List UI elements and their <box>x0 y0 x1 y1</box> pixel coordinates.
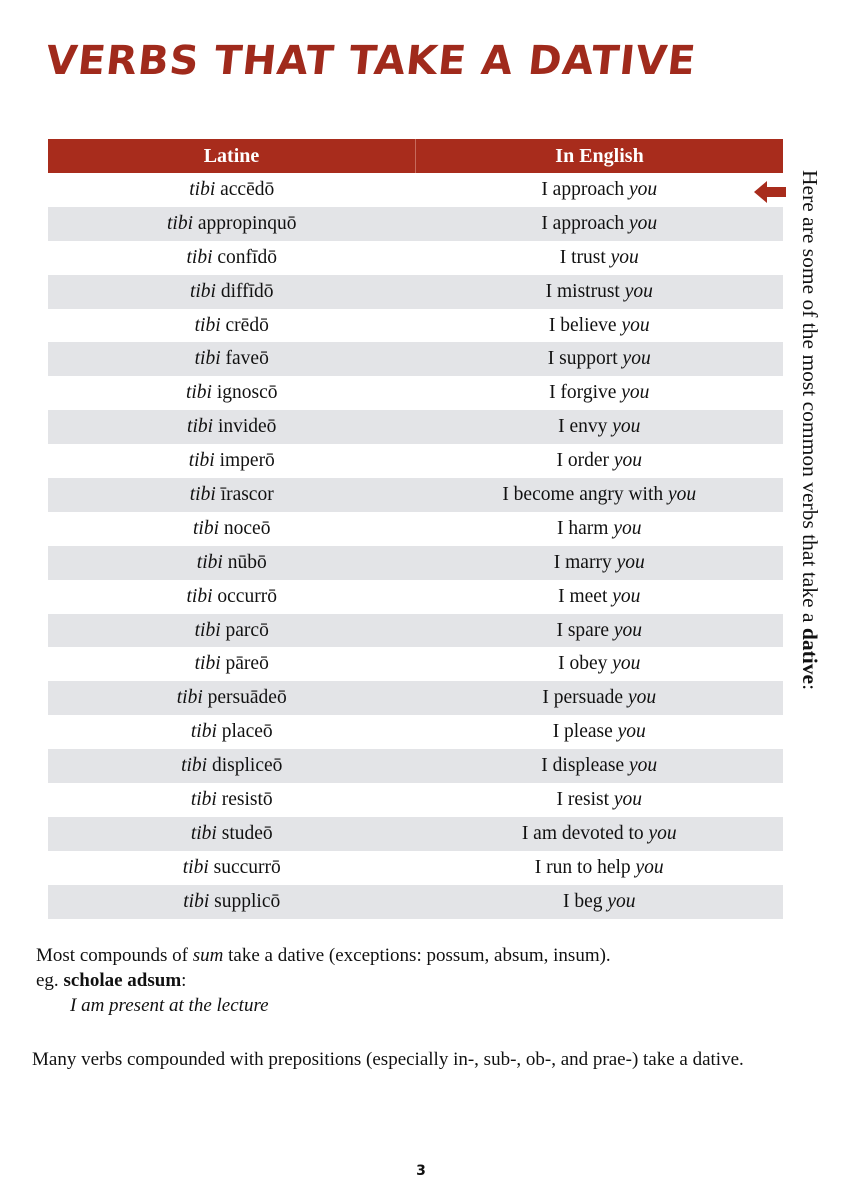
latin-cell <box>48 817 416 851</box>
prepositions-note: Many verbs compounded with prepositions (especially in-, sub-, ob-, and prae-) take a dative. <box>32 1049 744 1070</box>
you-word: you <box>629 755 658 777</box>
latin-cell <box>48 749 416 783</box>
side-note-end: : <box>798 684 822 691</box>
english-cell <box>416 614 784 648</box>
you-word: you <box>613 450 643 472</box>
latin-verb: īrascor <box>220 483 274 505</box>
you-word: you <box>621 314 650 336</box>
english-cell <box>416 376 784 410</box>
english-cell <box>416 647 784 681</box>
english-cell <box>416 817 784 851</box>
table-row <box>48 715 783 749</box>
tibi-word: tibi <box>187 416 214 438</box>
latin-verb: studeō <box>221 822 273 844</box>
latin-cell <box>48 512 416 546</box>
english-cell <box>416 207 784 241</box>
latin-cell <box>48 173 416 207</box>
table-row <box>48 647 783 681</box>
latin-cell <box>48 444 416 478</box>
english-verb: I envy <box>558 416 608 438</box>
latin-verb: parcō <box>225 619 269 641</box>
english-verb: I support <box>547 348 618 370</box>
english-cell <box>416 580 784 614</box>
latin-cell <box>48 275 416 309</box>
latin-cell <box>48 614 416 648</box>
you-word: you <box>610 246 639 268</box>
english-verb: I order <box>556 450 609 472</box>
side-note-bold: dative <box>798 627 822 685</box>
tibi-word: tibi <box>194 653 221 675</box>
english-cell <box>416 715 784 749</box>
you-word: you <box>617 721 646 743</box>
table-row <box>48 444 783 478</box>
example-translation: I am present at the lecture <box>70 995 269 1016</box>
tibi-word: tibi <box>167 212 194 234</box>
table-row <box>48 478 783 512</box>
latin-verb: diffīdō <box>220 280 274 302</box>
you-word: you <box>627 687 657 709</box>
table-row <box>48 342 783 376</box>
tibi-word: tibi <box>183 890 210 912</box>
latin-cell <box>48 580 416 614</box>
you-word: you <box>621 382 650 404</box>
latin-verb: succurrō <box>213 856 281 878</box>
table-row <box>48 580 783 614</box>
latin-cell <box>48 241 416 275</box>
table-row <box>48 376 783 410</box>
table-row <box>48 749 783 783</box>
latin-cell <box>48 783 416 817</box>
english-cell <box>416 546 784 580</box>
header-latine: Latine <box>48 139 416 173</box>
note1-sum: sum <box>192 945 224 966</box>
latin-verb: occurrō <box>217 585 277 607</box>
tibi-word: tibi <box>176 687 203 709</box>
latin-verb: accēdō <box>220 178 275 200</box>
latin-verb: ignoscō <box>216 382 278 404</box>
english-cell <box>416 749 784 783</box>
english-verb: I run to help <box>534 856 631 878</box>
latin-cell <box>48 207 416 241</box>
english-cell <box>416 173 784 207</box>
table-header-row <box>48 139 783 173</box>
you-word: you <box>629 212 658 234</box>
english-verb: I believe <box>548 314 617 336</box>
tibi-word: tibi <box>194 348 221 370</box>
english-cell <box>416 681 784 715</box>
english-cell <box>416 275 784 309</box>
table-row <box>48 783 783 817</box>
english-verb: I meet <box>558 585 608 607</box>
english-verb: I trust <box>559 246 606 268</box>
you-word: you <box>668 483 697 505</box>
latin-verb: noceō <box>223 517 271 539</box>
english-verb: I obey <box>558 653 608 675</box>
eg-phrase: scholae adsum <box>63 970 182 991</box>
latin-cell <box>48 410 416 444</box>
tibi-word: tibi <box>194 619 221 641</box>
tibi-word: tibi <box>188 450 215 472</box>
tibi-word: tibi <box>194 314 221 336</box>
arrow-left-icon <box>754 181 786 203</box>
latin-cell <box>48 376 416 410</box>
latin-verb: pāreō <box>225 653 269 675</box>
english-verb: I forgive <box>549 382 617 404</box>
latin-verb: confīdō <box>217 246 277 268</box>
you-word: you <box>612 416 641 438</box>
latin-verb: faveō <box>225 348 269 370</box>
english-cell <box>416 478 784 512</box>
latin-cell <box>48 647 416 681</box>
english-verb: I marry <box>553 551 612 573</box>
latin-verb: invideō <box>217 416 277 438</box>
tibi-word: tibi <box>190 822 217 844</box>
latin-verb: supplicō <box>214 890 281 912</box>
table-row <box>48 851 783 885</box>
latin-verb: crēdō <box>225 314 269 336</box>
you-word: you <box>624 280 653 302</box>
english-cell <box>416 512 784 546</box>
table-row <box>48 546 783 580</box>
table-row <box>48 885 783 919</box>
you-word: you <box>613 517 642 539</box>
english-verb: I please <box>552 721 613 743</box>
you-word: you <box>613 619 643 641</box>
table-row <box>48 309 783 343</box>
latin-verb: nūbō <box>227 551 267 573</box>
table-row <box>48 410 783 444</box>
tibi-word: tibi <box>189 483 216 505</box>
english-cell <box>416 342 784 376</box>
latin-cell <box>48 715 416 749</box>
table-row <box>48 681 783 715</box>
table-row <box>48 275 783 309</box>
latin-cell <box>48 681 416 715</box>
header-english: In English <box>416 139 784 173</box>
latin-cell <box>48 546 416 580</box>
english-verb: I resist <box>556 788 609 810</box>
english-verb: I am devoted to <box>521 822 644 844</box>
you-word: you <box>612 653 641 675</box>
english-cell <box>416 885 784 919</box>
english-verb: I approach <box>541 178 625 200</box>
table-row <box>48 817 783 851</box>
you-word: you <box>612 585 641 607</box>
latin-cell <box>48 309 416 343</box>
english-verb: I mistrust <box>545 280 620 302</box>
latin-verb: imperō <box>219 450 275 472</box>
english-cell <box>416 241 784 275</box>
tibi-word: tibi <box>185 382 212 404</box>
eg-colon: : <box>181 970 187 991</box>
latin-cell <box>48 885 416 919</box>
tibi-word: tibi <box>186 585 213 607</box>
tibi-word: tibi <box>189 280 216 302</box>
english-verb: I spare <box>556 619 609 641</box>
latin-verb: appropinquō <box>197 212 297 234</box>
table-row <box>48 173 783 207</box>
tibi-word: tibi <box>189 178 216 200</box>
english-cell <box>416 410 784 444</box>
note1-line1 <box>36 943 611 968</box>
tibi-word: tibi <box>193 517 220 539</box>
you-word: you <box>629 178 658 200</box>
english-verb: I become angry with <box>502 483 664 505</box>
table-row <box>48 512 783 546</box>
english-verb: I approach <box>541 212 625 234</box>
english-verb: I beg <box>562 890 603 912</box>
you-word: you <box>622 348 651 370</box>
english-verb: I displease <box>541 755 625 777</box>
tibi-word: tibi <box>182 856 209 878</box>
latin-verb: resistō <box>221 788 273 810</box>
tibi-word: tibi <box>190 788 217 810</box>
you-word: you <box>607 890 636 912</box>
you-word: you <box>613 788 643 810</box>
latin-verb: persuādeō <box>207 687 287 709</box>
eg-label: eg. <box>36 970 64 991</box>
tibi-word: tibi <box>190 721 217 743</box>
table-row <box>48 614 783 648</box>
note1-example-line <box>36 968 611 993</box>
tibi-word: tibi <box>196 551 223 573</box>
page-title: VERBS THAT TAKE A DATIVE <box>43 38 699 84</box>
latin-cell <box>48 342 416 376</box>
english-cell <box>416 309 784 343</box>
side-note <box>797 170 822 690</box>
side-note-text: Here are some of the most common verbs that take a <box>798 170 822 628</box>
tibi-word: tibi <box>181 755 208 777</box>
latin-cell <box>48 478 416 512</box>
table-row <box>48 241 783 275</box>
english-verb: I harm <box>557 517 609 539</box>
note1-text-a: Most compounds of <box>36 945 193 966</box>
english-cell <box>416 783 784 817</box>
english-cell <box>416 851 784 885</box>
latin-verb: placeō <box>221 721 273 743</box>
note1-text-b: take a dative (exceptions: possum, absum, insum). <box>223 945 611 966</box>
page-number: 3 <box>416 1163 426 1179</box>
compounds-of-sum-note <box>36 943 611 1018</box>
english-verb: I persuade <box>542 687 624 709</box>
tibi-word: tibi <box>186 246 213 268</box>
you-word: you <box>616 551 645 573</box>
latin-verb: displiceō <box>211 755 283 777</box>
you-word: you <box>635 856 664 878</box>
table-row <box>48 207 783 241</box>
english-cell <box>416 444 784 478</box>
latin-cell <box>48 851 416 885</box>
you-word: you <box>648 822 677 844</box>
verbs-table <box>48 139 783 919</box>
